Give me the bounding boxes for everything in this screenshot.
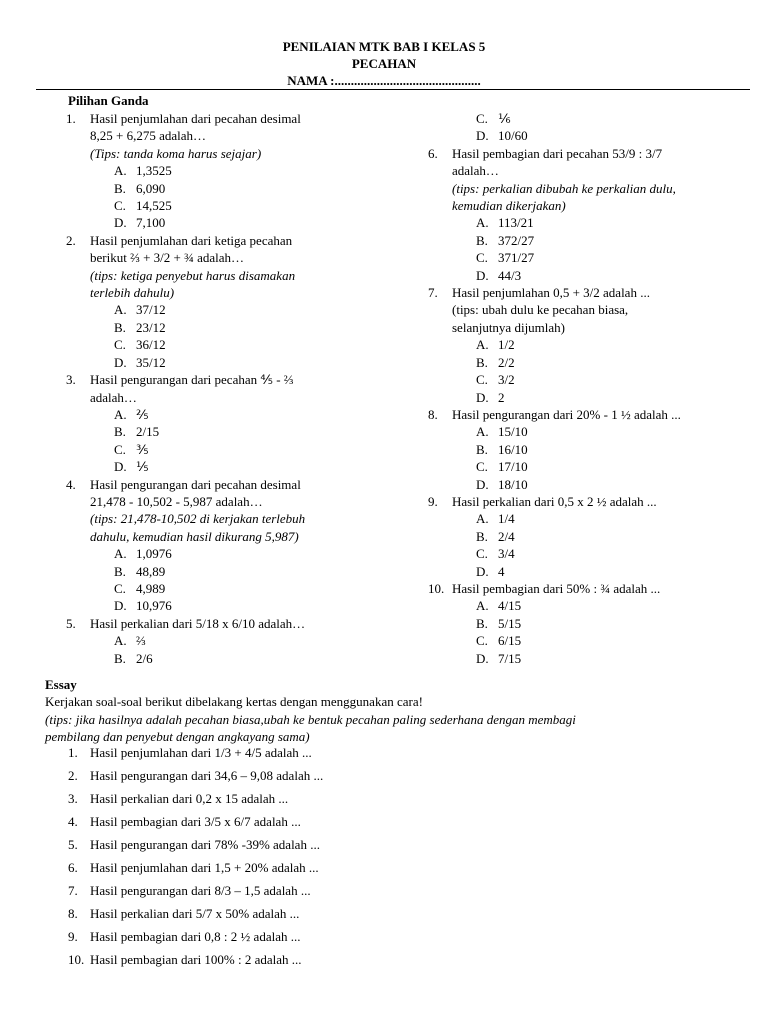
- option-letter: B.: [114, 180, 126, 196]
- option-text: 2: [498, 389, 505, 405]
- option-letter: D.: [476, 650, 489, 666]
- question-number: 1.: [66, 111, 76, 126]
- essay-question-list: [68, 744, 718, 974]
- question-number: 3.: [66, 372, 76, 388]
- option-text: 6,090: [136, 180, 166, 196]
- option-letter: C.: [476, 111, 488, 126]
- answer-option: [428, 354, 728, 371]
- question-number: 10.: [428, 580, 445, 596]
- multiple-choice-heading: Pilihan Ganda: [68, 93, 149, 108]
- answer-option: [428, 110, 728, 127]
- option-text: 18/10: [498, 476, 528, 492]
- document-title: PENILAIAN MTK BAB I KELAS 5: [282, 39, 486, 54]
- option-letter: A.: [114, 163, 127, 179]
- essay-instruction: Kerjakan soal-soal berikut dibelakang kertas dengan menggunakan cara!: [45, 694, 423, 710]
- answer-option: [428, 232, 728, 249]
- essay-question-number: 6.: [68, 860, 78, 875]
- option-text: 17/10: [498, 459, 528, 475]
- option-letter: A.: [476, 337, 489, 353]
- answer-option: [428, 597, 728, 614]
- option-letter: C.: [476, 633, 488, 649]
- option-text: 1,3525: [136, 163, 172, 179]
- option-text: ⅖: [136, 406, 149, 422]
- right-question-column: [428, 110, 728, 667]
- option-letter: B.: [476, 528, 488, 544]
- answer-option: [66, 563, 356, 580]
- question-item: [66, 615, 356, 632]
- question-tip: selanjutnya dijumlah): [452, 319, 566, 335]
- option-text: 36/12: [136, 337, 166, 353]
- answer-option: [66, 441, 356, 458]
- option-text: 14,525: [136, 198, 172, 214]
- essay-question: [68, 859, 718, 882]
- essay-heading: Essay: [45, 677, 77, 692]
- essay-question-number: 4.: [68, 814, 78, 829]
- essay-question: [68, 744, 718, 767]
- essay-question: [68, 790, 718, 813]
- option-letter: D.: [114, 459, 127, 475]
- essay-question: [68, 882, 718, 905]
- answer-option: [66, 545, 356, 562]
- option-letter: B.: [476, 354, 488, 370]
- option-text: 372/27: [498, 232, 535, 248]
- question-item: [66, 371, 356, 406]
- option-text: ⅔: [136, 633, 146, 649]
- option-letter: D.: [476, 563, 489, 579]
- option-text: 371/27: [498, 250, 535, 266]
- answer-option: [428, 650, 728, 667]
- question-text: Hasil pengurangan dari pecahan ⅘ - ⅔: [90, 372, 294, 388]
- document-subtitle: PECAHAN: [351, 56, 417, 71]
- question-item: [428, 580, 728, 597]
- option-text: 4,989: [136, 580, 166, 596]
- option-letter: B.: [114, 424, 126, 440]
- option-text: 2/15: [136, 424, 160, 440]
- answer-option: [66, 597, 356, 614]
- answer-option: [428, 632, 728, 649]
- question-text: adalah…: [452, 163, 499, 179]
- option-letter: B.: [476, 441, 488, 457]
- essay-question-text: Hasil pengurangan dari 78% -39% adalah ...: [90, 837, 320, 852]
- option-text: 2/6: [136, 650, 153, 666]
- question-text: Hasil pengurangan dari pecahan desimal: [90, 476, 301, 492]
- question-number: 9.: [428, 493, 438, 509]
- question-tip: terlebih dahulu): [90, 285, 175, 301]
- option-text: 6/15: [498, 633, 522, 649]
- answer-option: [428, 441, 728, 458]
- answer-option: [66, 580, 356, 597]
- option-text: 1/2: [498, 337, 515, 353]
- option-text: 16/10: [498, 441, 528, 457]
- question-item: [428, 284, 728, 336]
- question-text: Hasil penjumlahan dari pecahan desimal: [90, 111, 301, 126]
- question-text: Hasil perkalian dari 5/18 x 6/10 adalah…: [90, 615, 306, 631]
- question-item: [66, 110, 356, 162]
- option-letter: D.: [114, 598, 127, 614]
- essay-question-number: 10.: [68, 952, 85, 967]
- question-tip: (tips: 21,478-10,502 di kerjakan terlebuh: [90, 511, 306, 527]
- essay-question-number: 9.: [68, 929, 78, 944]
- option-letter: C.: [476, 459, 488, 475]
- option-letter: C.: [476, 546, 488, 562]
- left-question-column: [66, 110, 356, 667]
- question-text: Hasil pembagian dari 50% : ¾ adalah ...: [452, 580, 661, 596]
- question-item: [428, 406, 728, 423]
- option-letter: D.: [476, 267, 489, 283]
- option-text: ⅙: [498, 111, 511, 126]
- option-letter: D.: [476, 476, 489, 492]
- header-divider: [36, 89, 750, 90]
- option-text: 2/4: [498, 528, 515, 544]
- option-letter: B.: [114, 563, 126, 579]
- question-number: 8.: [428, 406, 438, 422]
- question-tip: (Tips: tanda koma harus sejajar): [90, 145, 262, 161]
- essay-section: [45, 676, 725, 746]
- question-text: Hasil penjumlahan 0,5 + 3/2 adalah ...: [452, 285, 650, 301]
- option-text: 7,100: [136, 215, 166, 231]
- question-tip: dahulu, kemudian hasil dikurang 5,987): [90, 528, 299, 544]
- question-text: Hasil penjumlahan dari ketiga pecahan: [90, 232, 293, 248]
- question-tip: (tips: ubah dulu ke pecahan biasa,: [452, 302, 629, 318]
- option-letter: D.: [114, 354, 127, 370]
- question-number: 5.: [66, 615, 76, 631]
- option-text: 10/60: [498, 128, 528, 144]
- essay-question: [68, 813, 718, 836]
- essay-question: [68, 767, 718, 790]
- option-text: 4: [498, 563, 505, 579]
- question-number: 4.: [66, 476, 76, 492]
- essay-question-text: Hasil penjumlahan dari 1/3 + 4/5 adalah ...: [90, 745, 312, 760]
- answer-option: [428, 249, 728, 266]
- question-item: [428, 493, 728, 510]
- essay-question-text: Hasil pengurangan dari 8/3 – 1,5 adalah ...: [90, 883, 311, 898]
- essay-question: [68, 836, 718, 859]
- answer-option: [428, 563, 728, 580]
- essay-question: [68, 928, 718, 951]
- answer-option: [428, 476, 728, 493]
- answer-option: [66, 197, 356, 214]
- option-letter: C.: [476, 372, 488, 388]
- name-line: NAMA :.............................................: [287, 73, 481, 88]
- essay-question-number: 3.: [68, 791, 78, 806]
- option-text: ⅗: [136, 441, 149, 457]
- answer-option: [428, 389, 728, 406]
- answer-option: [428, 545, 728, 562]
- option-letter: C.: [476, 250, 488, 266]
- essay-question-text: Hasil perkalian dari 5/7 x 50% adalah ...: [90, 906, 300, 921]
- answer-option: [66, 301, 356, 318]
- question-number: 7.: [428, 285, 438, 301]
- answer-option: [428, 528, 728, 545]
- option-letter: C.: [114, 441, 126, 457]
- question-tip: (tips: ketiga penyebut harus disamakan: [90, 267, 296, 283]
- essay-question-text: Hasil perkalian dari 0,2 x 15 adalah ...: [90, 791, 289, 806]
- question-text: adalah…: [90, 389, 137, 405]
- option-text: 3/4: [498, 546, 515, 562]
- answer-option: [428, 214, 728, 231]
- essay-tip-line1: (tips: jika hasilnya adalah pecahan biasa,ubah ke bentuk pecahan paling sederhana dengan membagi: [45, 711, 576, 727]
- essay-question-number: 8.: [68, 906, 78, 921]
- option-letter: B.: [114, 319, 126, 335]
- question-number: 2.: [66, 232, 76, 248]
- essay-question: [68, 951, 718, 974]
- question-item: [428, 145, 728, 215]
- essay-question-text: Hasil pengurangan dari 34,6 – 9,08 adalah ...: [90, 768, 324, 783]
- answer-option: [66, 632, 356, 649]
- answer-option: [428, 267, 728, 284]
- option-text: 5/15: [498, 615, 522, 631]
- option-letter: D.: [114, 215, 127, 231]
- answer-option: [66, 354, 356, 371]
- question-text: 21,478 - 10,502 - 5,987 adalah…: [90, 493, 263, 509]
- answer-option: [428, 615, 728, 632]
- option-letter: B.: [476, 615, 488, 631]
- answer-option: [66, 650, 356, 667]
- question-text: Hasil pengurangan dari 20% - 1 ½ adalah ...: [452, 406, 681, 422]
- option-text: 37/12: [136, 302, 166, 318]
- option-text: 48,89: [136, 563, 166, 579]
- answer-option: [66, 162, 356, 179]
- option-letter: A.: [476, 511, 489, 527]
- option-text: 1/4: [498, 511, 515, 527]
- essay-question-text: Hasil pembagian dari 0,8 : 2 ½ adalah ...: [90, 929, 301, 944]
- option-letter: A.: [114, 406, 127, 422]
- option-text: 4/15: [498, 598, 522, 614]
- answer-option: [66, 458, 356, 475]
- answer-option: [66, 214, 356, 231]
- option-text: 2/2: [498, 354, 515, 370]
- question-text: Hasil perkalian dari 0,5 x 2 ½ adalah ...: [452, 493, 657, 509]
- essay-tip-line2: pembilang dan penyebut dengan angkayang sama): [45, 729, 310, 745]
- option-letter: A.: [114, 633, 127, 649]
- answer-option: [66, 319, 356, 336]
- option-letter: A.: [114, 546, 127, 562]
- question-text: Hasil pembagian dari pecahan 53/9 : 3/7: [452, 145, 663, 161]
- answer-option: [428, 510, 728, 527]
- answer-option: [428, 423, 728, 440]
- essay-question-text: Hasil pembagian dari 3/5 x 6/7 adalah ...: [90, 814, 301, 829]
- option-text: 113/21: [498, 215, 534, 231]
- essay-question-text: Hasil pembagian dari 100% : 2 adalah ...: [90, 952, 302, 967]
- option-letter: A.: [114, 302, 127, 318]
- question-tip: (tips: perkalian dibubah ke perkalian dulu,: [452, 180, 676, 196]
- option-text: 23/12: [136, 319, 166, 335]
- option-text: ⅕: [136, 459, 149, 475]
- option-text: 3/2: [498, 372, 515, 388]
- essay-question-number: 5.: [68, 837, 78, 852]
- option-letter: C.: [114, 337, 126, 353]
- question-item: [66, 232, 356, 302]
- essay-question: [68, 905, 718, 928]
- essay-question-number: 7.: [68, 883, 78, 898]
- essay-question-number: 2.: [68, 768, 78, 783]
- option-letter: B.: [476, 232, 488, 248]
- essay-question-text: Hasil penjumlahan dari 1,5 + 20% adalah ...: [90, 860, 319, 875]
- option-letter: A.: [476, 215, 489, 231]
- essay-question-number: 1.: [68, 745, 78, 760]
- option-letter: C.: [114, 198, 126, 214]
- option-text: 44/3: [498, 267, 522, 283]
- question-tip: kemudian dikerjakan): [452, 198, 566, 214]
- option-text: 15/10: [498, 424, 528, 440]
- answer-option: [66, 423, 356, 440]
- option-letter: A.: [476, 424, 489, 440]
- option-text: 35/12: [136, 354, 166, 370]
- option-text: 1,0976: [136, 546, 172, 562]
- option-text: 10,976: [136, 598, 172, 614]
- answer-option: [66, 336, 356, 353]
- answer-option: [66, 180, 356, 197]
- question-number: 6.: [428, 145, 438, 161]
- option-letter: C.: [114, 580, 126, 596]
- question-text: 8,25 + 6,275 adalah…: [90, 128, 207, 144]
- option-text: 7/15: [498, 650, 522, 666]
- question-item: [66, 476, 356, 546]
- answer-option: [66, 406, 356, 423]
- option-letter: B.: [114, 650, 126, 666]
- answer-option: [428, 371, 728, 388]
- option-letter: A.: [476, 598, 489, 614]
- answer-option: [428, 127, 728, 144]
- question-text: berikut ⅔ + 3/2 + ¾ adalah…: [90, 250, 245, 266]
- answer-option: [428, 336, 728, 353]
- answer-option: [428, 458, 728, 475]
- option-letter: D.: [476, 128, 489, 144]
- option-letter: D.: [476, 389, 489, 405]
